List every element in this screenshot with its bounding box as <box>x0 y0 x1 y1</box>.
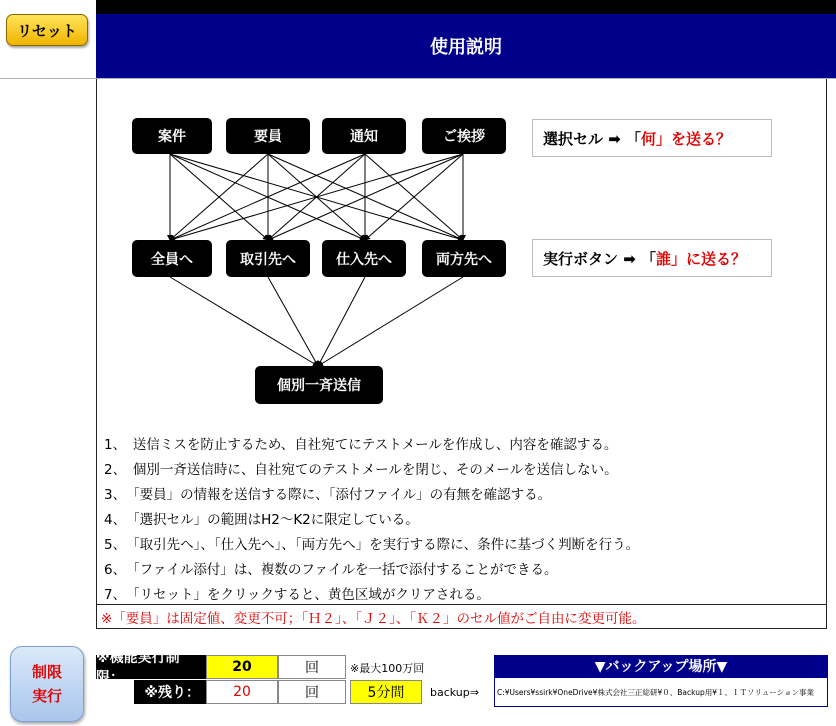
rule-3: 3、 「要員」の情報を送信する際に、「添付ファイル」の有無を確認する。 <box>104 487 552 503</box>
exec-info-emph: 誰 <box>656 249 672 268</box>
interval-value[interactable]: 5分間 <box>350 680 422 704</box>
remaining-label: ※残り： <box>134 680 206 704</box>
page-title: 使用説明 <box>96 14 836 78</box>
rule-6: 6、 「ファイル添付」は、複数のファイルを一括で添付することができる。 <box>104 562 558 578</box>
limit-label: ※機能実行制限： <box>96 655 206 679</box>
rule-7: 7、 「リセット」をクリックすると、黄色区域がクリアされる。 <box>104 587 490 603</box>
limit-unit: 回 <box>278 655 346 679</box>
source-box-anken: 案件 <box>132 118 212 154</box>
select-info-prefix: 選択セル ➡ 「 <box>543 129 642 148</box>
backup-label: backup⇒ <box>430 686 479 699</box>
limit-button-line2: 実行 <box>31 687 62 705</box>
reset-button[interactable]: リセット <box>6 14 88 46</box>
rule-2: 2、 個別一斉送信時に、自社宛てのテストメールを閉じ、そのメールを送信しない。 <box>104 462 618 478</box>
target-box-all: 全員へ <box>132 240 212 277</box>
remaining-unit: 回 <box>278 680 346 704</box>
exec-info-prefix: 実行ボタン ➡ 「 <box>543 249 657 268</box>
limit-value[interactable]: 20 <box>206 655 278 679</box>
final-box-bulk-send: 個別一斉送信 <box>255 366 383 404</box>
rule-4: 4、 「選択セル」の範囲はH2～K2に限定している。 <box>104 512 419 528</box>
source-box-goaisatsu: ご挨拶 <box>422 118 506 154</box>
limit-execute-button[interactable] <box>10 646 84 722</box>
remaining-value: 20 <box>206 680 278 704</box>
target-box-suppliers: 仕入先へ <box>322 240 406 277</box>
select-cell-info <box>532 119 772 157</box>
source-box-yoin: 要員 <box>226 118 310 154</box>
target-box-clients: 取引先へ <box>226 240 310 277</box>
target-box-both: 両方先へ <box>422 240 506 277</box>
select-info-emph: 何 <box>641 129 657 148</box>
rule-5: 5、 「取引先へ」、「仕入先へ」、「両方先へ」を実行する際に、条件に基づく判断を行う。 <box>104 537 640 553</box>
limit-max-note: ※最大100万回 <box>350 662 425 675</box>
exec-info-suffix: 」に送る？ <box>671 249 747 268</box>
backup-path[interactable]: C:¥Users¥ssirk¥OneDrive¥株式会社三正総研¥０、Backup用¥１、ＩＴソリューション事業 <box>494 677 828 707</box>
select-info-suffix: 」を送る？ <box>656 129 732 148</box>
rule-1: 1、 送信ミスを防止するため、自社宛てにテストメールを作成し、内容を確認する。 <box>104 437 618 453</box>
source-box-tsuchi: 通知 <box>322 118 406 154</box>
backup-location-header: ▼バックアップ場所▼ <box>494 655 828 677</box>
exec-button-info <box>532 239 772 277</box>
fixed-value-note: ※「要員」は固定値、変更不可；「Ｈ２」、「Ｊ２」、「Ｋ２」のセル値がご自由に変更可能。 <box>97 604 826 628</box>
limit-button-line1: 制限 <box>31 663 62 681</box>
